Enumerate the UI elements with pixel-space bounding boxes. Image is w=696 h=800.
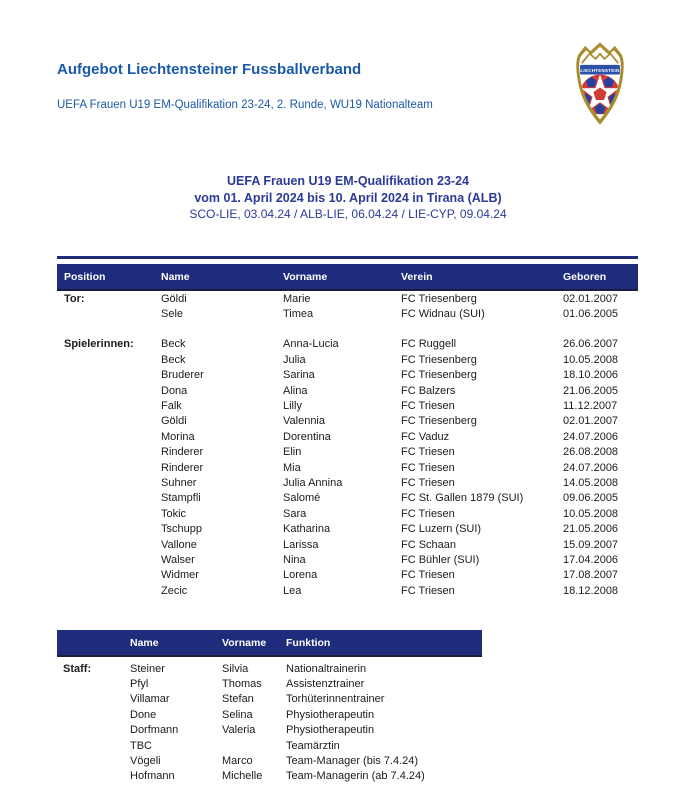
cell-vorname: Julia Annina [283, 476, 343, 489]
player-row [57, 460, 638, 475]
player-row [57, 568, 638, 583]
cell-staff-funktion: Teamärztin [286, 739, 340, 752]
cell-verein: FC Triesen [401, 446, 455, 459]
player-row [57, 537, 638, 552]
cell-position: Spielerinnen: [64, 338, 134, 351]
cell-geboren: 01.06.2005 [563, 308, 619, 321]
cell-vorname: Anna-Lucia [283, 338, 339, 351]
cell-verein: FC Balzers [401, 384, 456, 397]
cell-verein: FC Schaan [401, 538, 457, 551]
cell-name: Rinderer [161, 461, 204, 474]
cell-vorname: Lilly [283, 400, 302, 413]
player-row [57, 491, 638, 506]
column-header-position: Position [64, 270, 106, 283]
player-row [57, 506, 638, 521]
cell-verein: FC Ruggell [401, 338, 457, 351]
cell-staff-vorname: Silvia [222, 662, 249, 675]
column-header-staff-vorname: Vorname [222, 636, 267, 649]
cell-name: Beck [161, 338, 186, 351]
player-row [57, 521, 638, 536]
cell-geboren: 24.07.2006 [563, 461, 619, 474]
cell-name: Rinderer [161, 446, 204, 459]
cell-geboren: 17.04.2006 [563, 553, 619, 566]
cell-name: Beck [161, 353, 186, 366]
cell-name: Stampfli [161, 492, 201, 505]
cell-vorname: Timea [283, 308, 314, 321]
player-row [57, 583, 638, 598]
cell-verein: FC Triesen [401, 461, 455, 474]
cell-verein: FC Triesen [401, 400, 455, 413]
cell-staff-name: Vögeli [130, 755, 161, 768]
cell-vorname: Lea [283, 584, 302, 597]
cell-vorname: Elin [283, 446, 302, 459]
cell-geboren: 10.05.2008 [563, 507, 619, 520]
cell-name: Dona [161, 384, 188, 397]
cell-verein: FC Triesen [401, 569, 455, 582]
cell-name: Vallone [161, 538, 197, 551]
cell-verein: FC Triesen [401, 507, 455, 520]
section-spacer [57, 322, 638, 337]
player-row [57, 475, 638, 490]
cell-vorname: Mia [283, 461, 301, 474]
cell-geboren: 26.06.2007 [563, 338, 619, 351]
cell-staff-vorname: Marco [222, 755, 253, 768]
cell-staff-funktion: Team-Manager (bis 7.4.24) [286, 755, 419, 768]
cell-verein: FC Widnau (SUI) [401, 308, 485, 321]
cell-name: Falk [161, 400, 182, 413]
cell-geboren: 17.08.2007 [563, 569, 619, 582]
players-table [57, 256, 638, 598]
column-header-vorname: Vorname [283, 270, 328, 283]
cell-staff-funktion: Nationaltrainerin [286, 662, 367, 675]
cell-verein: FC Triesen [401, 584, 455, 597]
cell-geboren: 18.12.2008 [563, 584, 619, 597]
player-row [57, 291, 638, 306]
page-title: Aufgebot Liechtensteiner Fussballverband [57, 61, 362, 78]
cell-name: Bruderer [161, 369, 204, 382]
cell-staff-vorname: Selina [222, 708, 253, 721]
cell-geboren: 02.01.2007 [563, 415, 619, 428]
cell-geboren: 24.07.2006 [563, 430, 619, 443]
player-row [57, 429, 638, 444]
players-table-top-rule [57, 256, 638, 259]
cell-vorname: Salomé [283, 492, 321, 505]
cell-geboren: 10.05.2008 [563, 353, 619, 366]
cell-vorname: Katharina [283, 523, 331, 536]
cell-staff-vorname: Stefan [222, 693, 254, 706]
cell-position: Tor: [64, 292, 85, 305]
cell-verein: FC Triesenberg [401, 353, 477, 366]
player-row [57, 445, 638, 460]
staff-table-header [57, 630, 482, 657]
staff-row [57, 676, 482, 691]
cell-staff-name: Steiner [130, 662, 165, 675]
cell-geboren: 18.10.2006 [563, 369, 619, 382]
cell-staff-funktion: Assistenztrainer [286, 678, 365, 691]
page-subtitle: UEFA Frauen U19 EM-Qualifikation 23-24, 2. Runde, WU19 Nationalteam [57, 99, 433, 111]
cell-name: Suhner [161, 476, 197, 489]
cell-staff-funktion: Physiotherapeutin [286, 708, 375, 721]
player-row [57, 383, 638, 398]
cell-vorname: Dorentina [283, 430, 331, 443]
cell-vorname: Julia [283, 353, 306, 366]
cell-vorname: Larissa [283, 538, 319, 551]
player-row [57, 306, 638, 321]
tournament-title-block [0, 173, 696, 223]
cell-verein: FC Bühler (SUI) [401, 553, 480, 566]
cell-verein: FC Triesenberg [401, 292, 477, 305]
column-header-staff-funktion: Funktion [286, 636, 331, 649]
cell-name: Sele [161, 308, 184, 321]
cell-staff-funktion: Team-Managerin (ab 7.4.24) [286, 770, 425, 783]
player-row [57, 414, 638, 429]
player-row [57, 368, 638, 383]
cell-vorname: Nina [283, 553, 306, 566]
cell-staff-name: Hofmann [130, 770, 175, 783]
column-header-verein: Verein [401, 270, 433, 283]
cell-vorname: Sarina [283, 369, 315, 382]
column-header-staff-name: Name [130, 636, 159, 649]
column-header-geboren: Geboren [563, 270, 607, 283]
cell-staff-vorname: Michelle [222, 770, 263, 783]
cell-verein: FC Luzern (SUI) [401, 523, 482, 536]
tournament-title-line2: vom 01. April 2024 bis 10. April 2024 in Tirana (ALB) [194, 190, 502, 205]
cell-vorname: Valennia [283, 415, 325, 428]
players-table-header [57, 264, 638, 291]
cell-staff-name: Villamar [130, 693, 170, 706]
staff-row [57, 738, 482, 753]
cell-geboren: 15.09.2007 [563, 538, 619, 551]
cell-staff-name: Dorfmann [130, 724, 179, 737]
cell-verein: FC Triesenberg [401, 369, 477, 382]
cell-staff-vorname: Thomas [222, 678, 262, 691]
cell-verein: FC St. Gallen 1879 (SUI) [401, 492, 524, 505]
cell-name: Tokic [161, 507, 187, 520]
cell-staff-funktion: Torhüterinnentrainer [286, 693, 385, 706]
cell-geboren: 26.08.2008 [563, 446, 619, 459]
staff-row [57, 769, 482, 784]
cell-staff-name: Pfyl [130, 678, 149, 691]
player-row [57, 352, 638, 367]
player-row [57, 552, 638, 567]
cell-name: Walser [161, 553, 195, 566]
cell-geboren: 21.05.2006 [563, 523, 619, 536]
cell-vorname: Alina [283, 384, 308, 397]
cell-name: Göldi [161, 415, 187, 428]
column-header-name: Name [161, 270, 190, 283]
cell-vorname: Marie [283, 292, 311, 305]
staff-table-body [57, 657, 482, 784]
cell-geboren: 02.01.2007 [563, 292, 619, 305]
cell-verein: FC Triesenberg [401, 415, 477, 428]
cell-geboren: 21.06.2005 [563, 384, 619, 397]
cell-staff-label: Staff: [63, 662, 92, 675]
staff-row [57, 707, 482, 722]
cell-vorname: Sara [283, 507, 307, 520]
cell-name: Zecic [161, 584, 188, 597]
cell-geboren: 09.06.2005 [563, 492, 619, 505]
players-table-body [57, 291, 638, 598]
cell-verein: FC Triesen [401, 476, 455, 489]
staff-row [57, 661, 482, 676]
tournament-title-line1: UEFA Frauen U19 EM-Qualifikation 23-24 [227, 174, 469, 188]
player-row [57, 398, 638, 413]
crest-banner-text: LIECHTENSTEIN [580, 67, 620, 73]
cell-staff-name: Done [130, 708, 157, 721]
cell-staff-funktion: Physiotherapeutin [286, 724, 375, 737]
cell-geboren: 14.05.2008 [563, 476, 619, 489]
tournament-schedule-line: SCO-LIE, 03.04.24 / ALB-LIE, 06.04.24 / LIE-CYP, 09.04.24 [189, 207, 507, 221]
staff-table [57, 630, 482, 784]
cell-staff-name: TBC [130, 739, 152, 752]
staff-row [57, 723, 482, 738]
cell-name: Tschupp [161, 523, 202, 536]
cell-vorname: Lorena [283, 569, 318, 582]
player-row [57, 337, 638, 352]
cell-staff-vorname: Valeria [222, 724, 256, 737]
staff-row [57, 753, 482, 768]
liechtenstein-fa-crest-icon [574, 39, 626, 129]
cell-name: Göldi [161, 292, 187, 305]
cell-verein: FC Vaduz [401, 430, 450, 443]
staff-row [57, 692, 482, 707]
cell-name: Morina [161, 430, 195, 443]
cell-geboren: 11.12.2007 [563, 400, 618, 413]
cell-name: Widmer [161, 569, 199, 582]
